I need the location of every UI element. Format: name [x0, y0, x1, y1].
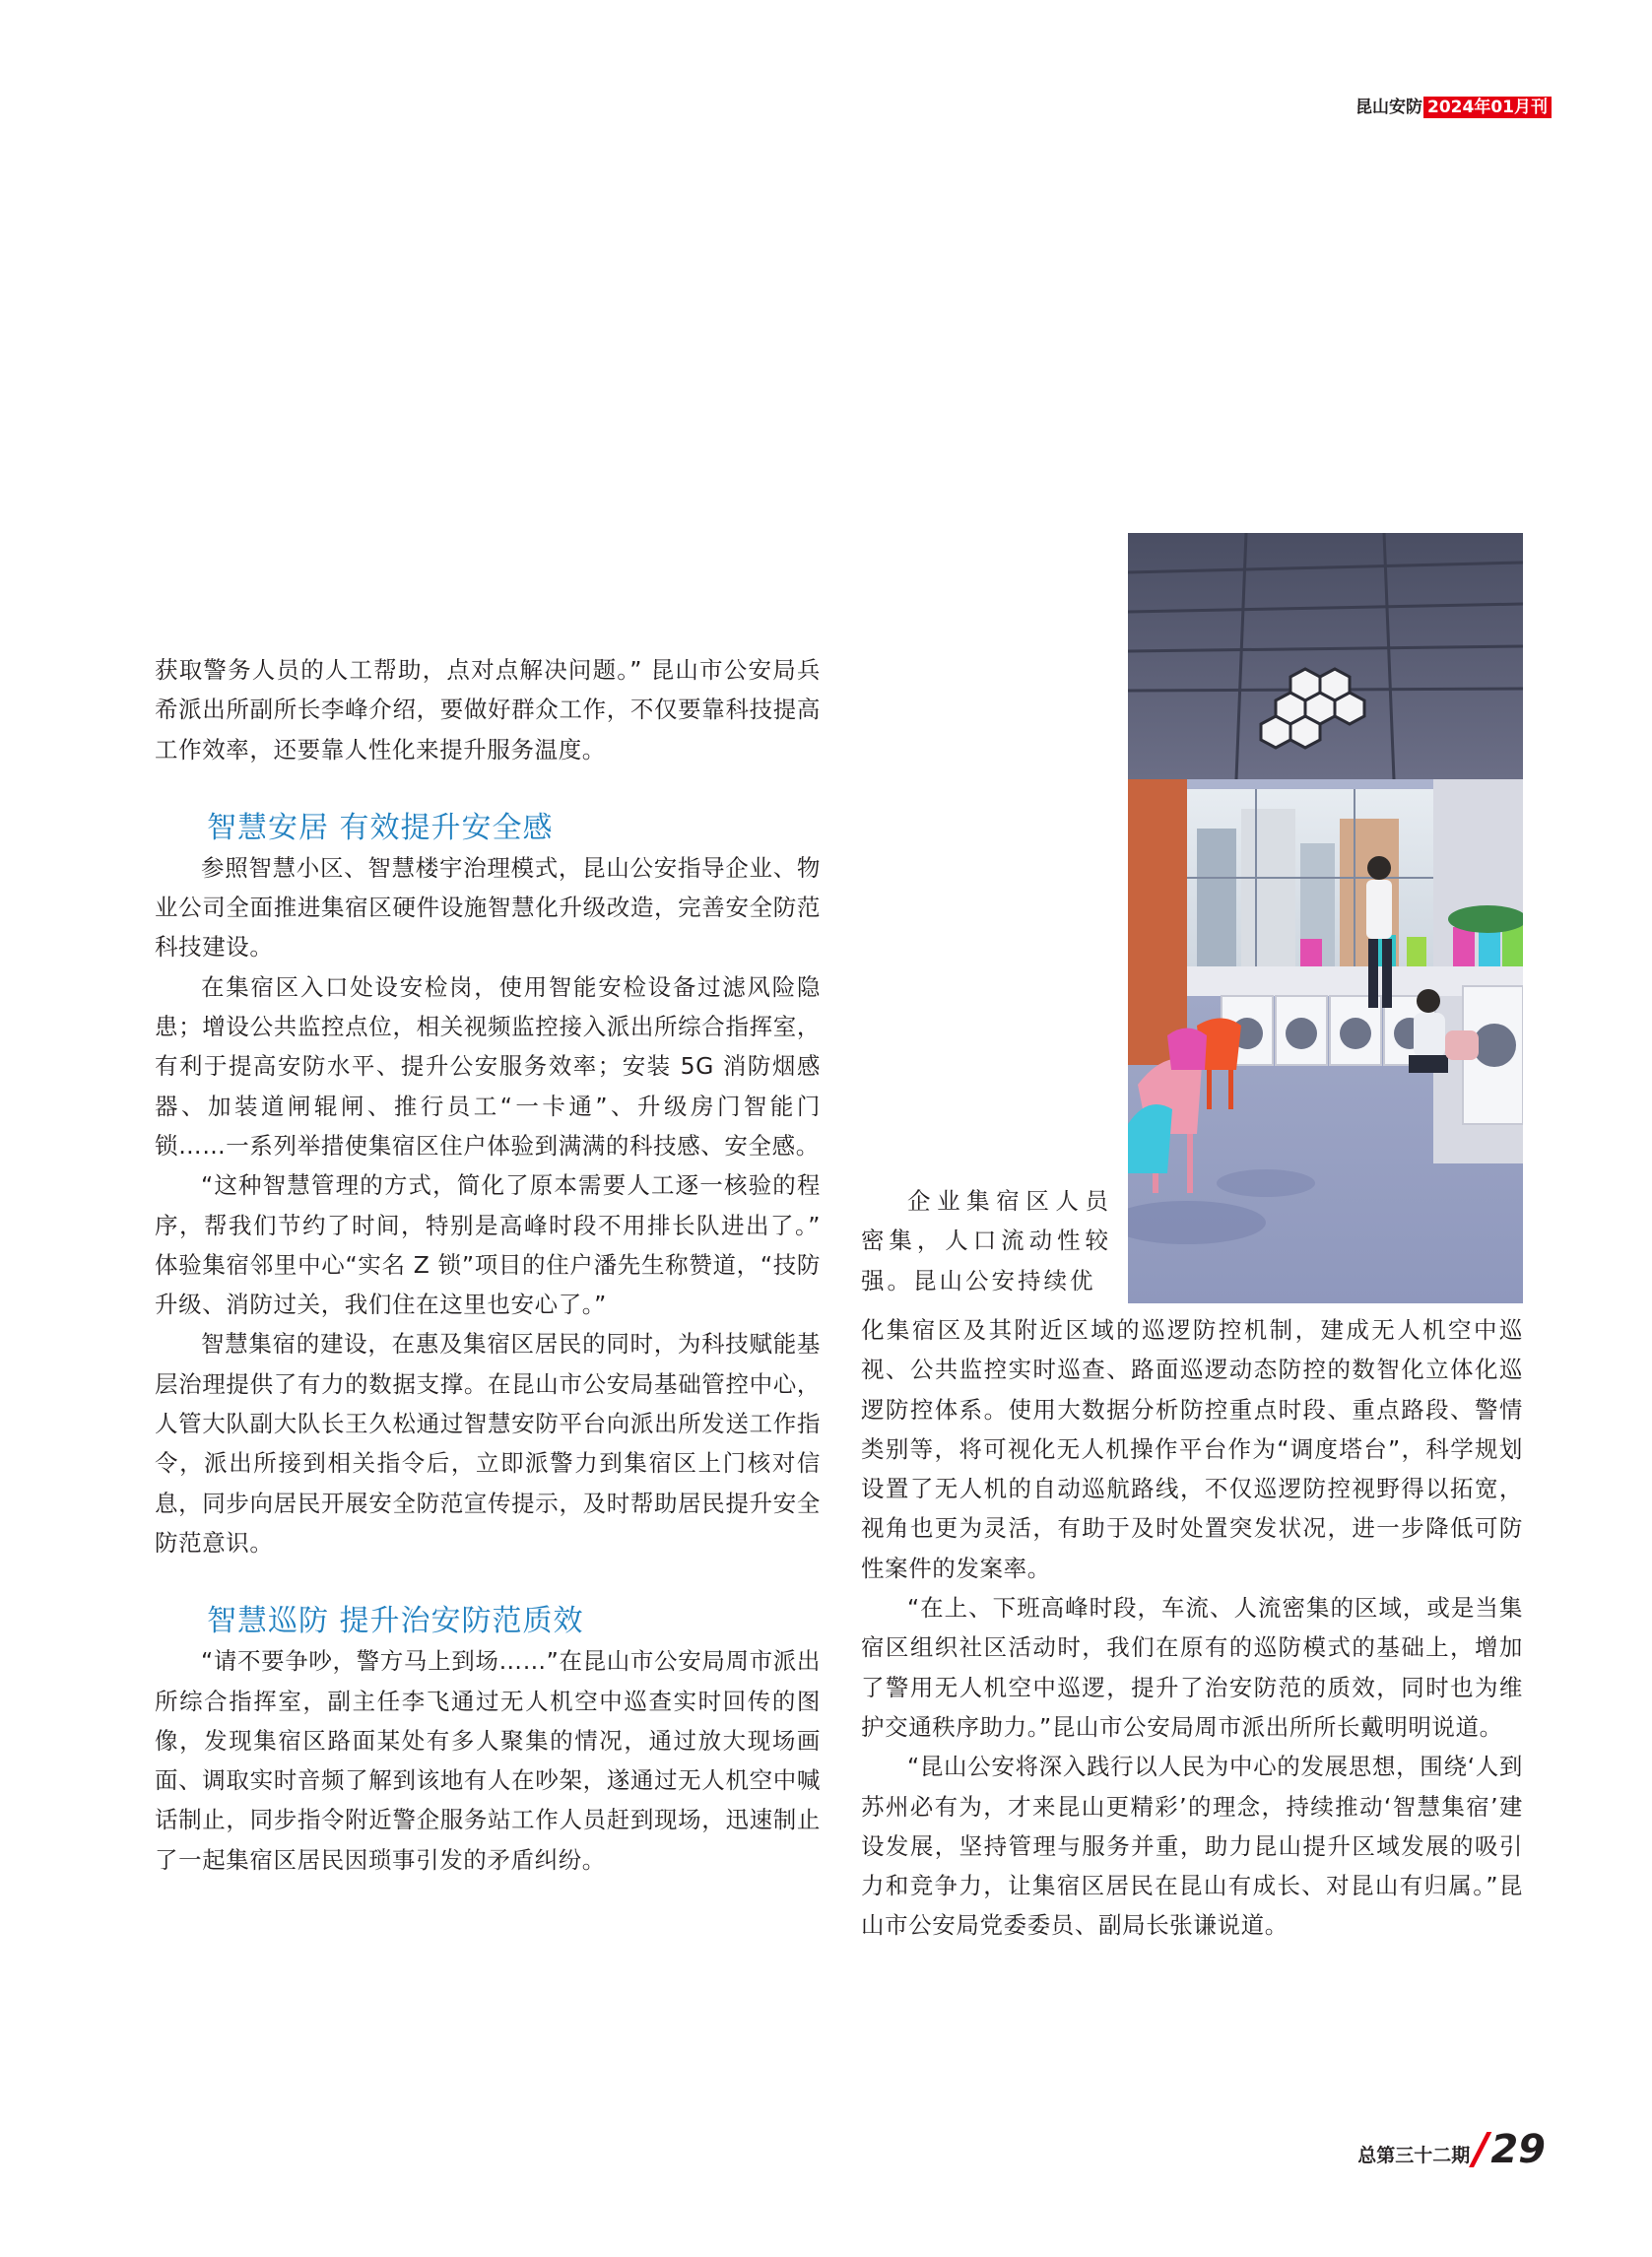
body-paragraph: “昆山公安将深入践行以人民为中心的发展思想，围绕‘人到苏州必有为，才来昆山更精彩’的理念，持续推动‘智慧集宿’建设发展，坚持管理与服务并重，助力昆山提升区域发展的吸引力和竞争力，让集宿区居民在昆山有成长、对昆山有归属。”昆山市公安局党委委员、副局长张谦说道。	[861, 1753, 1523, 1940]
page-footer	[1357, 2124, 1546, 2174]
intro-paragraph: 获取警务人员的人工帮助，点对点解决问题。” 昆山市公安局兵希派出所副所长李峰介绍，要做好群众工作，不仅要靠科技提高工作效率，还要靠人性化来提升服务温度。	[155, 656, 821, 763]
dormitory-laundry-photo	[1128, 533, 1523, 1303]
body-paragraph: “在上、下班高峰时段，车流、人流密集的区域，或是当集宿区组织社区活动时，我们在原有的巡防模式的基础上，增加了警用无人机空中巡逻，提升了治安防范的质效，同时也为维护交通秩序助力。”昆山市公安局周市派出所所长戴明明说道。	[861, 1594, 1523, 1741]
body-paragraph: 化集宿区及其附近区域的巡逻防控机制，建成无人机空中巡视、公共监控实时巡查、路面巡逻动态防控的数智化立体化巡逻防控体系。使用大数据分析防控重点时段、重点路段、警情类别等，将可视化无人机操作平台作为“调度塔台”，科学规划设置了无人机的自动巡航路线，不仅巡逻防控视野得以拓宽，视角也更为灵活，有助于及时处置突发状况，进一步降低可防性案件的发案率。	[861, 1316, 1523, 1582]
issue-total-label: 总第三十二期	[1357, 2145, 1471, 2166]
wrap-paragraph: 企业集宿区人员密集，人口流动性较强。昆山公安持续优	[861, 1187, 1111, 1294]
slash-mark: /	[1473, 2124, 1489, 2174]
left-column	[155, 650, 821, 1880]
running-header	[1355, 97, 1552, 118]
body-paragraph: 参照智慧小区、智慧楼宇治理模式，昆山公安指导企业、物业公司全面推进集宿区硬件设施智慧化升级改造，完善安全防范科技建设。	[155, 853, 821, 962]
right-column	[861, 1310, 1523, 1946]
right-column-wrap-text	[861, 1181, 1111, 1300]
page-number: 29	[1490, 2127, 1546, 2172]
body-paragraph: “这种智慧管理的方式，简化了原本需要人工逐一核验的程序，帮我们节约了时间，特别是高峰时段不用排长队进出了。” 体验集宿邻里中心“实名 Z 锁”项目的住户潘先生称赞道，“技防升级、消防过关，我们住在这里也安心了。”	[155, 1171, 821, 1319]
body-paragraph: 智慧集宿的建设，在惠及集宿区居民的同时，为科技赋能基层治理提供了有力的数据支撑。在昆山市公安局基础管控中心，人管大队副大队长王久松通过智慧安防平台向派出所发送工作指令，派出所接到相关指令后，立即派警力到集宿区上门核对信息，同步向居民开展安全防范宣传提示，及时帮助居民提升安全防范意识。	[155, 1330, 821, 1557]
issue-badge: 2024年01月刊	[1423, 97, 1552, 118]
section-heading-smart-living: 智慧安居 有效提升安全感	[207, 810, 554, 845]
section-heading-smart-patrol: 智慧巡防 提升治安防范质效	[207, 1604, 584, 1639]
body-paragraph: “请不要争吵，警方马上到场……”在昆山市公安局周市派出所综合指挥室，副主任李飞通过无人机空中巡查实时回传的图像，发现集宿区路面某处有多人聚集的情况，通过放大现场画面、调取实时音频了解到该地有人在吵架，遂通过无人机空中喊话制止，同步指令附近警企服务站工作人员赶到现场，迅速制止了一起集宿区居民因琐事引发的矛盾纠纷。	[155, 1647, 821, 1874]
magazine-name: 昆山安防	[1355, 98, 1423, 117]
body-paragraph: 在集宿区入口处设安检岗，使用智能安检设备过滤风险隐患；增设公共监控点位，相关视频监控接入派出所综合指挥室，有利于提高安防水平、提升公安服务效率；安装 5G 消防烟感器、加装道闸辊闸、推行员工“一卡通”、升级房门智能门锁……一系列举措使集宿区住户体验到满满的科技感、安全感。	[155, 972, 821, 1160]
